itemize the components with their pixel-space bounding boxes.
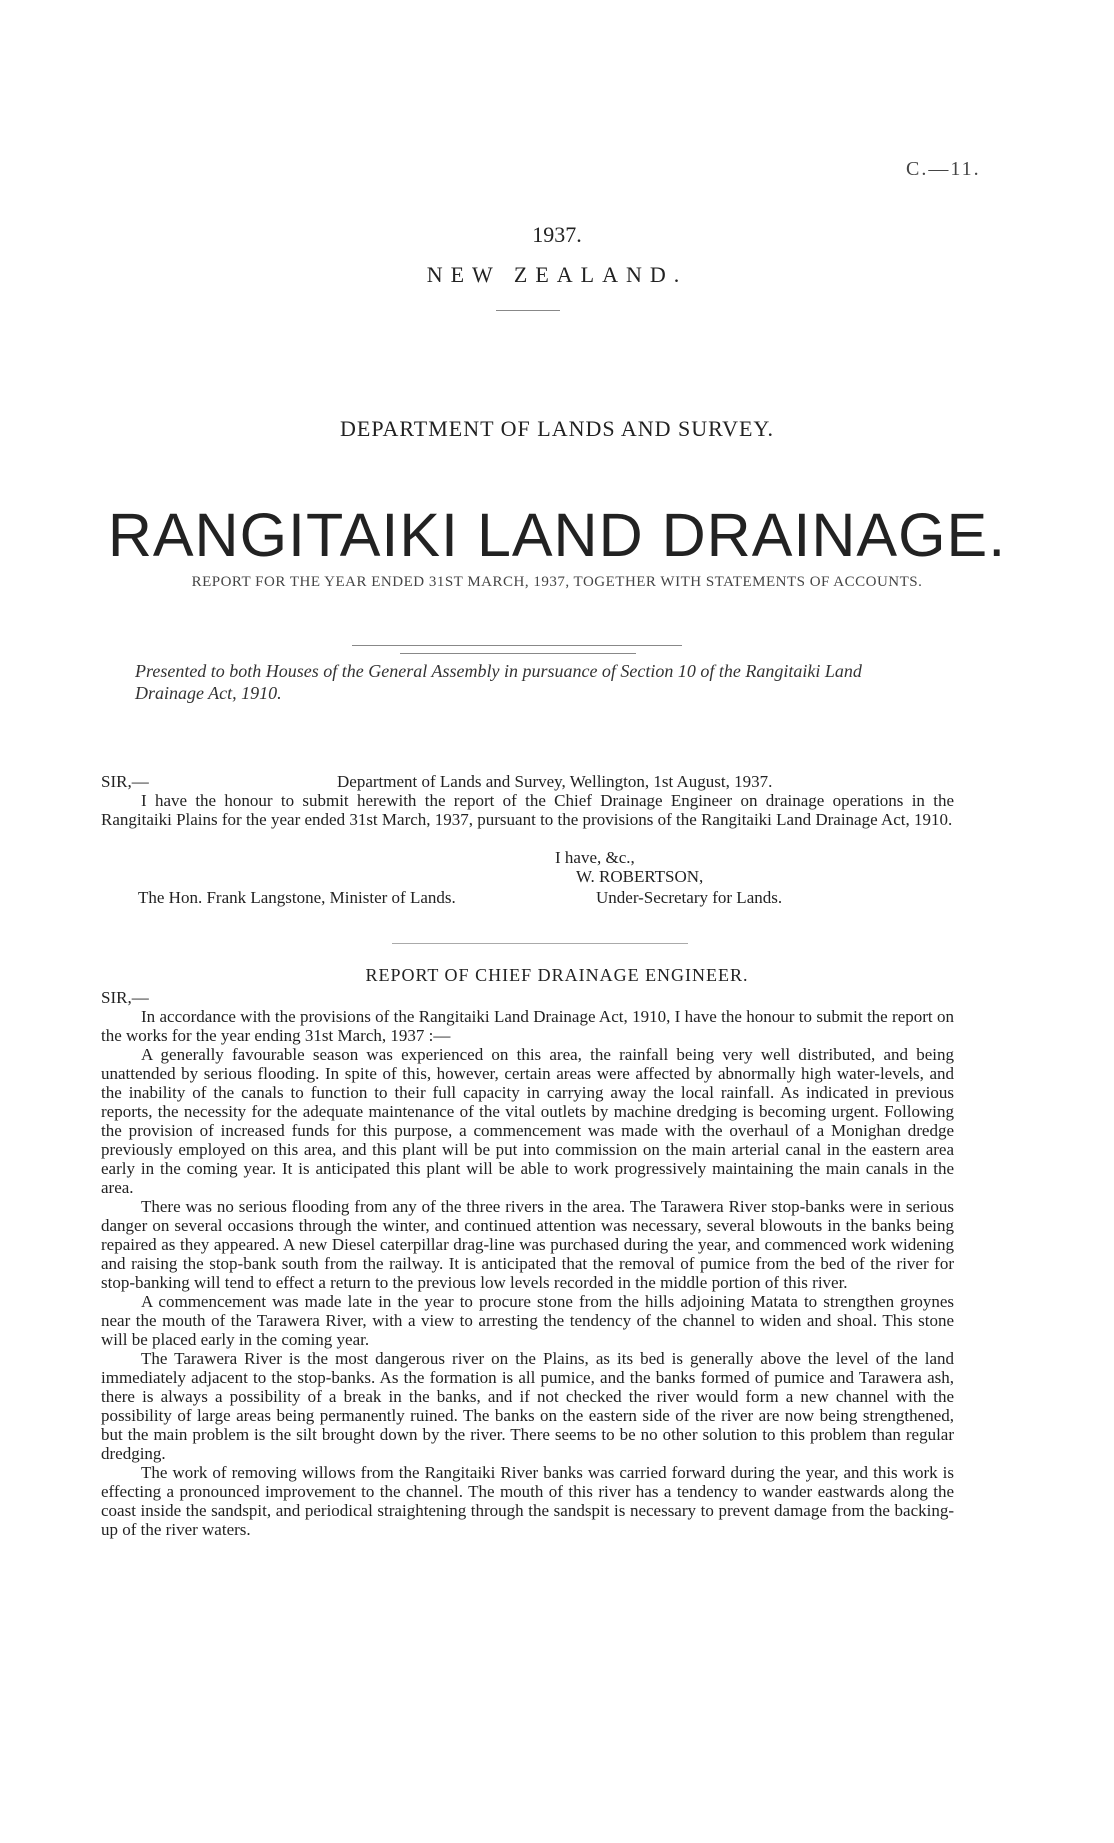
page-subtitle: REPORT FOR THE YEAR ENDED 31ST MARCH, 1937, TOGETHER WITH STATEMENTS OF ACCOUNTS. [191,574,923,590]
letter-closing: I have, &c., [555,848,635,867]
report-heading: REPORT OF CHIEF DRAINAGE ENGINEER. [365,965,749,985]
report-paragraph: In accordance with the provisions of the Rangitaiki Land Drainage Act, 1910, I have the honour to submit the report on the works for the year ending 31st March, 1937 :— [101,1007,954,1045]
divider [496,310,560,311]
letter-body: I have the honour to submit herewith the report of the Chief Drainage Engineer on drainage operations in the Rangitaiki Plains for the year ended 31st March, 1937, pursuant to the provisions of the Rangitaiki Land Drainage Act, 1910. [101,791,954,829]
divider [392,943,688,944]
department-heading: DEPARTMENT OF LANDS AND SURVEY. [340,416,774,441]
letter-salutation: SIR,— [101,772,149,791]
letter-heading: Department of Lands and Survey, Wellington, 1st August, 1937. [337,772,773,791]
document-reference: C.—11. [906,158,981,180]
letter-addressee: The Hon. Frank Langstone, Minister of Lands. [138,888,456,907]
presentation-note: Presented to both Houses of the General Assembly in pursuance of Section 10 of the Rangitaiki Land Drainage Act, 1910. [135,661,862,703]
report-paragraph: The Tarawera River is the most dangerous river on the Plains, as its bed is generally above the level of the land immediately adjacent to the stop-banks. As the formation is all pumice, and the banks formed of pumice and Tarawera ash, there is always a possibility of a break in the banks, and if not checked the river would form a new channel with the possibility of large areas being permanently ruined. The banks on the eastern side of the river are now being strengthened, but the main problem is the silt brought down by the river. There seems to be no other solution to this problem than regular dredging. [101,1349,954,1463]
year: 1937. [532,222,582,247]
letter-signatory: W. ROBERTSON, [576,867,704,886]
country-heading: NEW ZEALAND. [426,262,688,287]
report-paragraph: There was no serious flooding from any of the three rivers in the area. The Tarawera River stop-banks were in serious danger on several occasions through the winter, and continued attention was necessary, several blowouts in the banks being repaired as they appeared. A new Diesel caterpillar drag-line was purchased during the year, and commenced work widening and raising the stop-bank south from the railway. It is anticipated that the removal of pumice from the bed of the river for stop-banking will tend to effect a return to the previous low levels recorded in the middle portion of this river. [101,1197,954,1292]
divider [400,653,636,654]
report-paragraph: The work of removing willows from the Rangitaiki River banks was carried forward during the year, and this work is effecting a pronounced improvement to the channel. The mouth of this river has a tendency to wander eastwards along the coast inside the sandspit, and periodical straightening through the sandspit is necessary to prevent damage from the backing-up of the river waters. [101,1463,954,1539]
report-paragraph: A generally favourable season was experienced on this area, the rainfall being very well distributed, and being unattended by serious flooding. In spite of this, however, certain areas were affected by abnormally high water-levels, and the inability of the canals to function to their full capacity in carrying away the local rainfall. As indicated in previous reports, the necessity for the adequate maintenance of the vital outlets by machine dredging is becoming urgent. Following the provision of increased funds for this purpose, a commencement was made with the overhaul of a Monighan dredge previously employed on this area, and this plant will be put into commission on the main arterial canal in the eastern area early in the coming year. It is anticipated this plant will be able to work progressively maintaining the main canals in the area. [101,1045,954,1197]
page-title: RANGITAIKI LAND DRAINAGE. [107,501,1007,569]
report-salutation: SIR,— [101,988,149,1007]
divider [352,645,682,646]
letter-signatory-title: Under-Secretary for Lands. [596,888,783,907]
report-body [101,1007,954,1539]
report-paragraph: A commencement was made late in the year to procure stone from the hills adjoining Matata to strengthen groynes near the mouth of the Tarawera River, with a view to arresting the tendency of the channel to widen and shoal. This stone will be placed early in the coming year. [101,1292,954,1349]
